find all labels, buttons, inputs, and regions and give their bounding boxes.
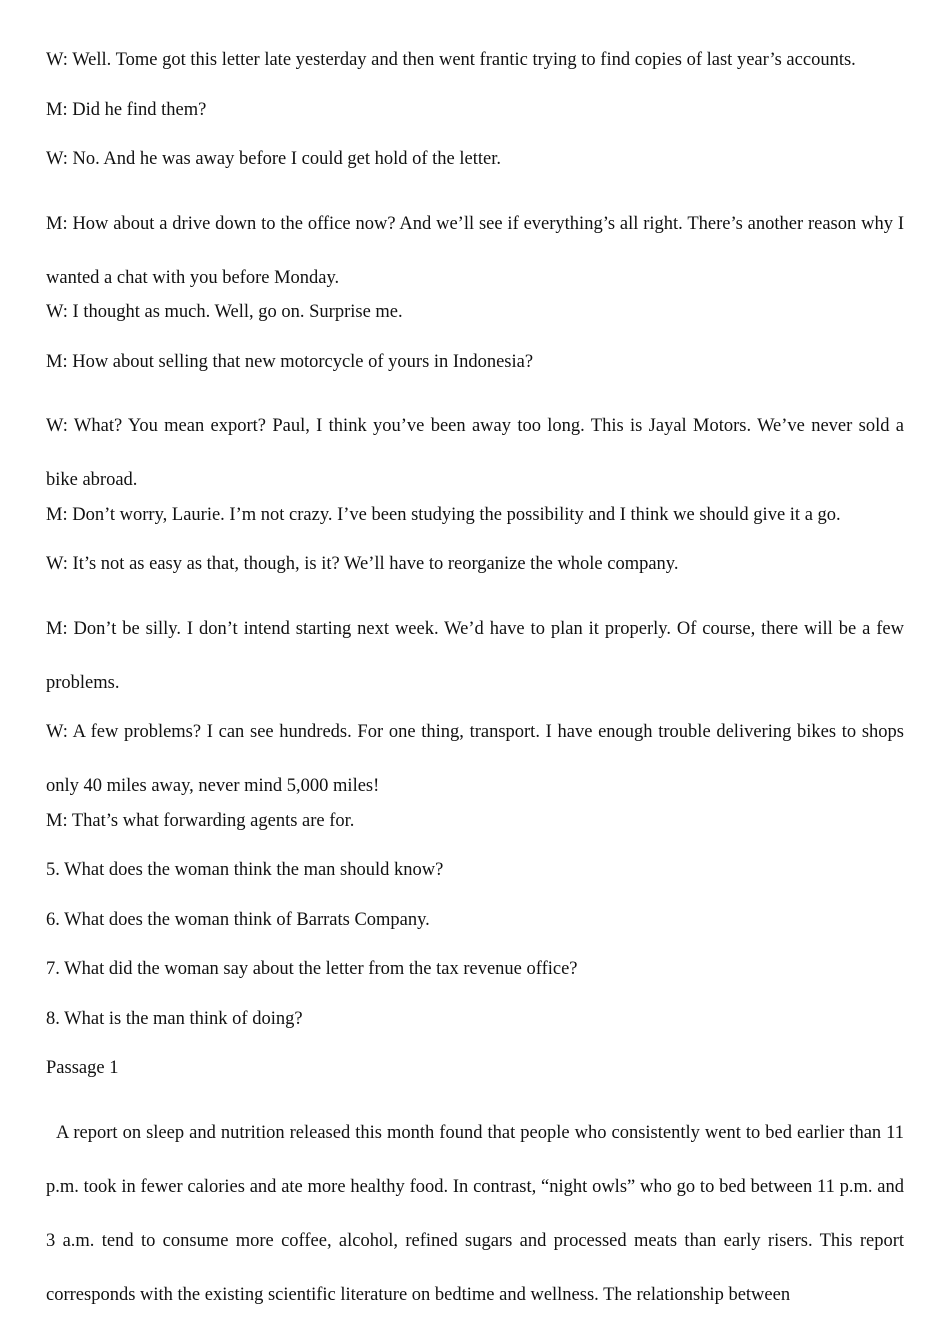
question-item: 7. What did the woman say about the letter from the tax revenue office? [46,959,578,979]
dialogue-line: M: Don’t worry, Laurie. I’m not crazy. I’ve been studying the possibility and I think we should give it a go. [46,504,841,525]
passage-heading: Passage 1 [46,1058,119,1078]
dialogue-line: W: I thought as much. Well, go on. Surprise me. [46,302,403,322]
dialogue-line: M: That’s what forwarding agents are for. [46,810,355,831]
question-item: 6. What does the woman think of Barrats Company. [46,909,430,930]
dialogue-line: W: No. And he was away before I could get hold of the letter. [46,149,501,169]
dialogue-line: W: It’s not as easy as that, though, is it? We’ll have to reorganize the whole company. [46,554,679,574]
dialogue-line: W: What? You mean export? Paul, I think you’ve been away too long. This is Jayal Motors. We’ve never sold a bike abroad. [46,416,904,490]
dialogue-line: M: How about selling that new motorcycle of yours in Indonesia? [46,351,534,372]
passage-body: A report on sleep and nutrition released this month found that people who consistently went to bed earlier than 11 p.m. took in fewer calories and ate more healthy food. In contrast, “night owls” who go to bed between 11 p.m. and 3 a.m. tend to consume more coffee, alcohol, refined sugars and processed meats than early risers. This report corresponds with the existing scientific literature on bedtime and wellness. The relationship between [46,1122,904,1305]
dialogue-line: M: Don’t be silly. I don’t intend starting next week. We’d have to plan it properly. Of course, there will be a few problems. [46,618,904,693]
dialogue-line: M: How about a drive down to the office now? And we’ll see if everything’s all right. There’s another reason why I wanted a chat with you before Monday. [46,213,904,288]
dialogue-line: M: Did he find them? [46,99,207,120]
question-item: 5. What does the woman think the man should know? [46,860,444,880]
dialogue-line: W: Well. Tome got this letter late yesterday and then went frantic trying to find copies of last year’s accounts. [46,50,856,70]
dialogue-line: W: A few problems? I can see hundreds. For one thing, transport. I have enough trouble delivering bikes to shops only 40 miles away, never mind 5,000 miles! [46,722,904,796]
document-page [46,48,904,1322]
question-item: 8. What is the man think of doing? [46,1008,303,1029]
